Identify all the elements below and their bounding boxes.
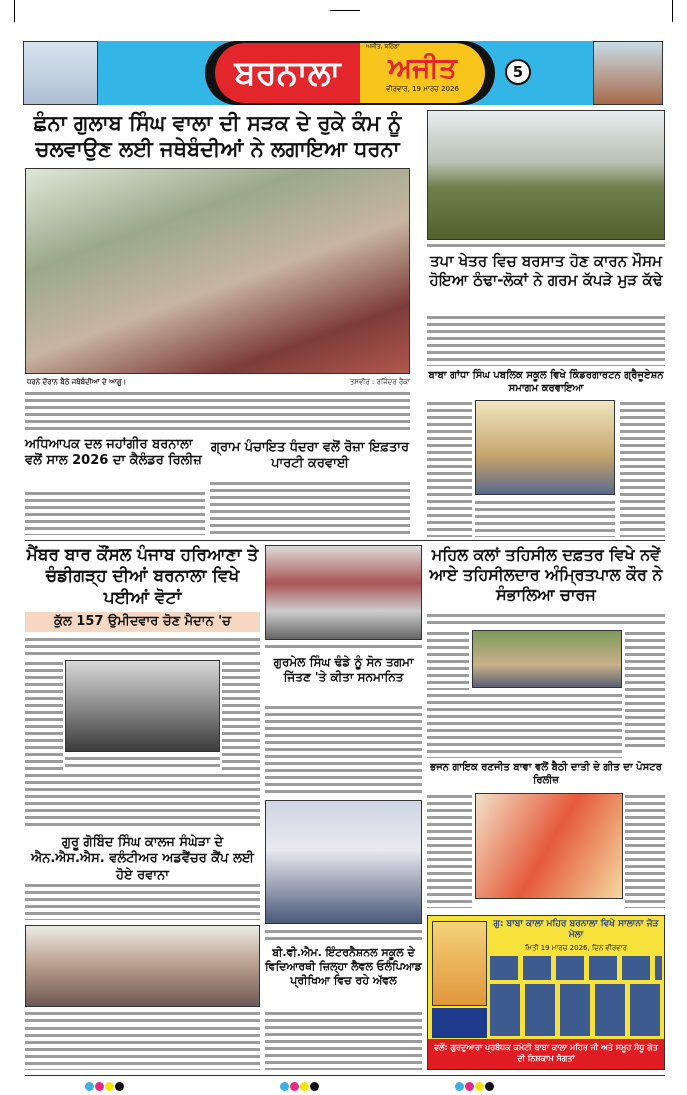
headline-protest: ਛੰਨਾ ਗੁਲਾਬ ਸਿੰਘ ਵਾਲਾ ਦੀ ਸੜਕ ਦੇ ਰੁਕੇ ਕੰਮ ਨੂੰ ਚਲਵਾਉਣ ਲਈ ਜਥੇਬੰਦੀਆਂ ਨੇ ਲਗਾਇਆ ਧਰਨਾ — [33, 111, 402, 162]
students-photo — [265, 800, 422, 924]
nss-photo — [25, 925, 260, 1007]
police-photo — [65, 660, 220, 752]
committee-photos-2 — [490, 984, 662, 1036]
headline-weather: ਤਪਾ ਖੇਤਰ ਵਿਚ ਬਰਸਾਤ ਹੋਣ ਕਾਰਨ ਮੌਸਮ ਹੋਇਆ ਠੰਢਾ-ਲੋਕਾਂ ਨੇ ਗਰਮ ਕੱਪੜੇ ਮੁੜ ਕੱਢੇ — [429, 252, 663, 289]
headline-calendar: ਅਧਿਆਪਕ ਦਲ ਜਹਾਂਗੀਰ ਬਰਨਾਲਾ ਵਲੋਂ ਸਾਲ 2026 ਦਾ ਕੈਲੰਡਰ ਰਿਲੀਜ਼ — [25, 437, 202, 469]
headline-bar-council: ਮੈਂਬਰ ਬਾਰ ਕੌਂਸਲ ਪੰਜਾਬ ਹਰਿਆਣਾ ਤੇ ਚੰਡੀਗੜ੍ਹ ਦੀਆਂ ਬਰਨਾਲਾ ਵਿਖੇ ਪਈਆਂ ਵੋਟਾਂ — [26, 545, 259, 608]
tehsildar-body-3 — [625, 630, 665, 750]
bhajan-body-2 — [625, 793, 665, 908]
weather-body — [427, 314, 665, 366]
headline-iftar: ਗ੍ਰਾਮ ਪੰਚਾਇਤ ਧੰਦਰਾ ਵਲੋਂ ਰੋਜ਼ਾ ਇਫ਼ਤਾਰ ਪਾਰਟੀ ਕਰਵਾਈ — [210, 440, 410, 472]
gold-body — [265, 704, 422, 795]
nss-body — [25, 882, 260, 920]
masthead-date: ਵੀਰਵਾਰ, 19 ਮਾਰਚ 2026 — [386, 85, 459, 93]
bhajan-body — [427, 793, 472, 908]
protest-body — [25, 390, 410, 430]
protest-photo — [25, 168, 410, 374]
tehsildar-body-2 — [427, 630, 469, 690]
tehsildar-body — [427, 612, 665, 628]
tower-photo — [593, 41, 663, 105]
jor-mela-ad — [427, 915, 665, 1070]
bar-body — [25, 636, 260, 658]
police-caption — [65, 755, 220, 769]
iftar-body — [210, 480, 410, 535]
protest-credit: ਤਸਵੀਰ : ਰਜਿੰਦਰ ਰੈਂਕਾ — [349, 378, 410, 386]
tehsildar-body-4 — [427, 692, 622, 758]
color-bar — [25, 1075, 665, 1085]
students-caption — [265, 928, 422, 942]
ad-title: ਗੁ: ਬਾਬਾ ਕਾਲਾ ਮਹਿਰ ਬਰਨਾਲਾ ਵਿਖੇ ਸਾਲਾਨਾ ਜੋੜ ਮੇਲਾ — [493, 919, 659, 940]
headline-school: ਬਾਬਾ ਗਾਂਧਾ ਸਿੰਘ ਪਬਲਿਕ ਸਕੂਲ ਵਿਖੇ ਕਿੰਡਰਗਾਰਟਨ ਗ੍ਰੈਜੂਏਸ਼ਨ ਸਮਾਗਮ ਕਰਵਾਇਆ — [428, 370, 664, 394]
bar-body-4 — [25, 772, 260, 830]
poster-photo — [475, 793, 623, 899]
divider — [25, 540, 665, 541]
bvm-body — [265, 1010, 422, 1070]
committee-photos — [490, 956, 662, 980]
headline-bhajan: ਭਜਨ ਗਾਇਕ ਰਣਜੀਤ ਬਾਵਾ ਵਲੋਂ ਬੈਠੀ ਦਾਤੀ ਦੇ ਗੀਤ ਦਾ ਪੋਸਟਰ ਰਿਲੀਜ਼ — [430, 762, 662, 786]
school-photo — [475, 400, 615, 495]
field-photo — [427, 110, 665, 240]
school-body-2 — [620, 400, 665, 537]
headline-bvm: ਬੀ.ਵੀ.ਐਮ. ਇੰਟਰਨੈਸ਼ਨਲ ਸਕੂਲ ਦੇ ਵਿਦਿਆਰਥੀ ਜ਼ਿਲ੍ਹਾ ਲੈਵਲ ਓਲੰਪਿਆਡ ਪ੍ਰੀਖਿਆ ਵਿਚ ਰਹੇ ਅੱਵਲ — [265, 946, 422, 987]
calendar-body — [25, 490, 205, 535]
nss-caption — [25, 1010, 260, 1022]
subhead-candidates: ਕੁੱਲ 157 ਉਮੀਦਵਾਰ ਚੋਣ ਮੈਦਾਨ 'ਚ — [25, 612, 260, 632]
field-caption — [427, 242, 665, 248]
masthead — [23, 41, 663, 105]
masthead-city: ਬਰਨਾਲਾ — [215, 43, 360, 103]
gate-photo — [23, 41, 98, 105]
bar-body-3 — [222, 660, 260, 770]
bar-body-2 — [25, 660, 63, 770]
felicitation-photo — [265, 545, 422, 640]
school-body — [427, 400, 472, 537]
ad-note — [432, 1008, 487, 1038]
felicitation-caption — [265, 643, 422, 651]
edition-label: ਅਜੀਤ, ਬਠਿੰਡਾ — [366, 43, 400, 50]
baba-portrait — [432, 921, 487, 1006]
headline-tehsildar: ਮਹਿਲ ਕਲਾਂ ਤਹਿਸੀਲ ਦਫ਼ਤਰ ਵਿਖੇ ਨਵੇਂ ਆਏ ਤਹਿਸੀਲਦਾਰ ਅੰਮ੍ਰਿਤਪਾਲ ਕੌਰ ਨੇ ਸੰਭਾਲਿਆ ਚਾਰਜ — [429, 545, 663, 604]
crop-mark — [14, 0, 15, 22]
registration-mark — [330, 10, 360, 11]
headline-nss: ਗੁਰੂ ਗੋਬਿੰਦ ਸਿੰਘ ਕਾਲਜ ਸੰਘੇੜਾ ਦੇ ਐਨ.ਐਸ.ਐਸ. ਵਲੰਟੀਅਰ ਅਡਵੈਂਚਰ ਕੈਂਪ ਲਈ ਹੋਏ ਰਵਾਨਾ — [31, 835, 254, 883]
page-number: 5 — [505, 59, 531, 85]
protest-caption: ਧਰਨੇ ਦੌਰਾਨ ਬੈਠੇ ਜਥੇਬੰਦੀਆਂ ਦੇ ਆਗੂ। — [27, 378, 127, 386]
headline-gold: ਗੁਰਮੇਲ ਸਿੰਘ ਢੰਡੇ ਨੂੰ ਸੋਨ ਤਗਮਾ ਜਿੱਤਣ 'ਤੇ ਕੀਤਾ ਸਨਮਾਨਿਤ — [273, 655, 414, 684]
ad-footer: ਵਲੋਂ: ਗੁਰਦੁਆਰਾ ਪ੍ਰਬੰਧਕ ਕਮੇਟੀ ਬਾਬਾ ਕਾਲਾ ਮਹਿਰ ਜੀ ਅਤੇ ਸਮੂਹ ਸੰਧੂ ਗੋਤ ਦੀ ਨਿਸ਼ਕਾਮ ਸੰਗਤਾਂ — [428, 1039, 664, 1069]
masthead-paper: ਅਜੀਤ — [388, 51, 457, 84]
crop-mark — [672, 0, 673, 22]
nss-body-2 — [25, 1025, 260, 1070]
tehsildar-photo — [472, 630, 622, 688]
ad-date: ਮਿਤੀ 19 ਮਾਰਚ 2026, ਦਿਨ ਵੀਰਵਾਰ — [524, 944, 627, 952]
school-body-3 — [475, 499, 615, 537]
